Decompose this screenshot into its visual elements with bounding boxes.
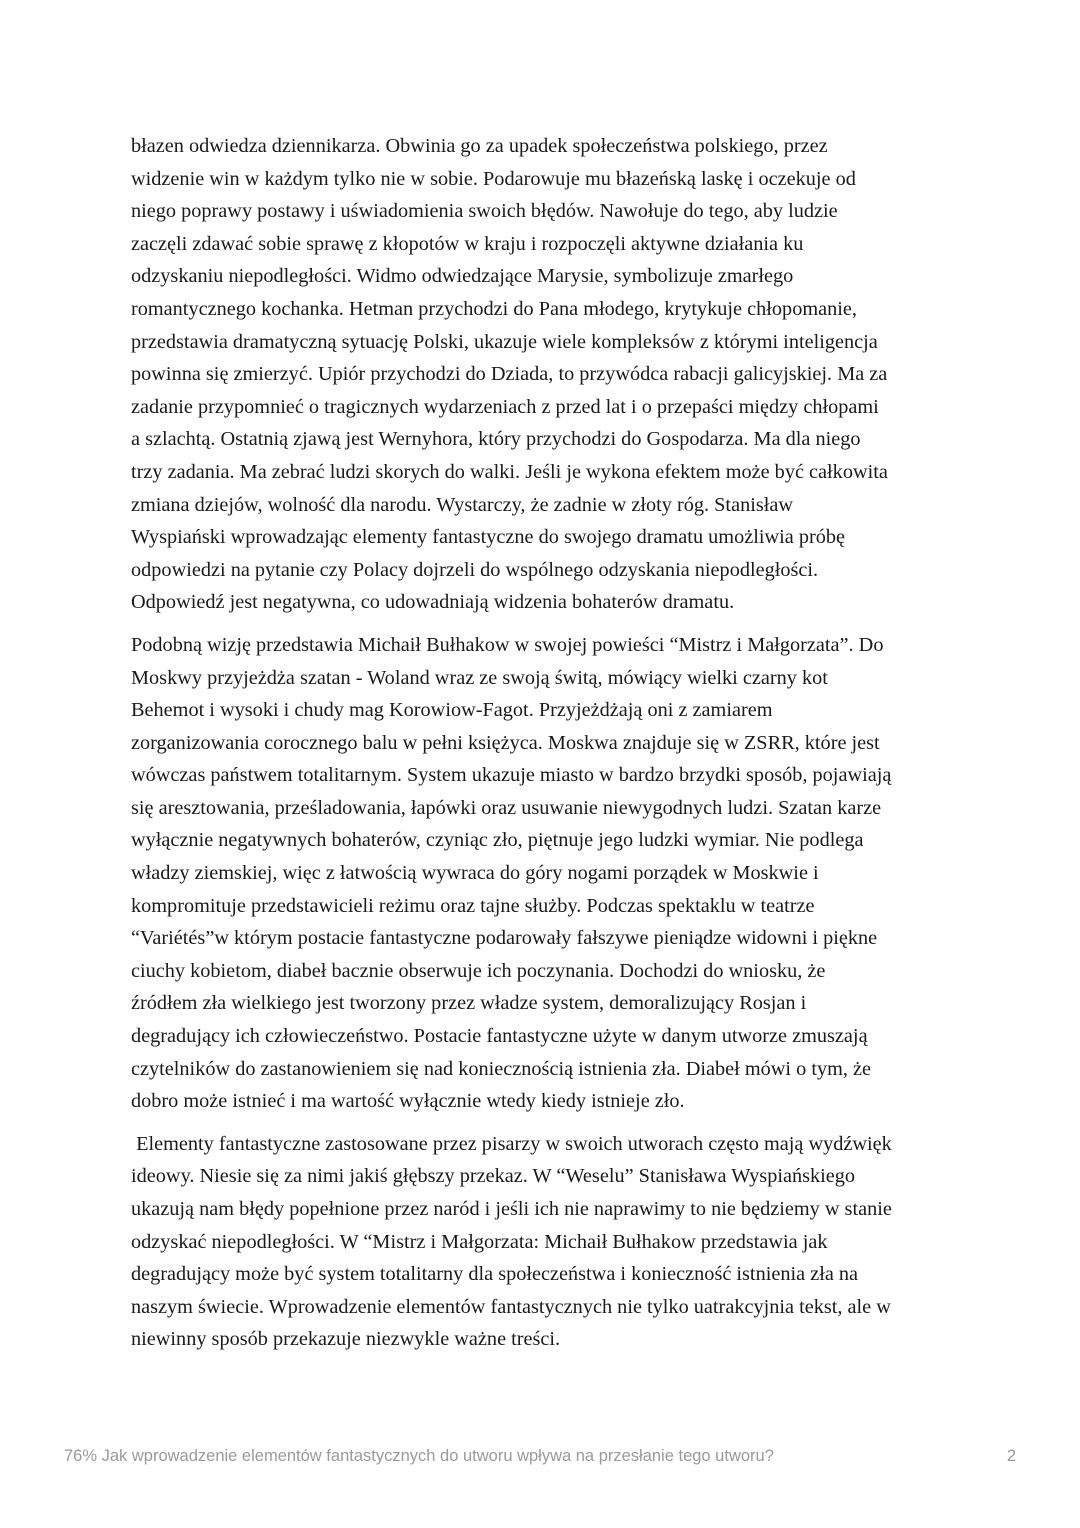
text-line: odzyskaniu niepodległości. Widmo odwiedzające Marysie, symbolizuje zmarłego (131, 265, 794, 288)
paragraph (131, 1128, 953, 1356)
text-line: niewinny sposób przekazuje niezwykle ważne treści. (131, 1328, 561, 1351)
text-line: Moskwy przyjeżdża szatan - Woland wraz ze swoją świtą, mówiący wielki czarny kot (131, 666, 828, 689)
text-line: degradujący ich człowieczeństwo. Postacie fantastyczne użyte w danym utworze zmuszają (131, 1025, 868, 1048)
text-line: niego poprawy postawy i uświadomienia swoich błędów. Nawołuje do tego, aby ludzie (131, 200, 838, 223)
text-line: degradujący może być system totalitarny dla społeczeństwa i konieczność istnienia zła na (131, 1263, 859, 1286)
text-line: zaczęli zdawać sobie sprawę z kłopotów w kraju i rozpoczęli aktywne działania ku (131, 232, 804, 255)
text-line: naszym świecie. Wprowadzenie elementów fantastycznych nie tylko uatrakcyjnia tekst, ale w (131, 1295, 891, 1318)
text-line: błazen odwiedza dziennikarza. Obwinia go za upadek społeczeństwa polskiego, przez (131, 135, 828, 157)
page-number: 2 (1006, 1447, 1016, 1465)
text-line: odpowiedzi na pytanie czy Polacy dojrzeli do wspólnego odzyskania niepodległości. (131, 558, 819, 581)
text-line: zorganizowania corocznego balu w pełni księżyca. Moskwa znajduje się w ZSRR, które jest (131, 731, 880, 754)
text-line: źródłem zła wielkiego jest tworzony przez władze system, demoralizujący Rosjan i (131, 992, 807, 1015)
text-line: władzy ziemskiej, więc z łatwością wywraca do góry nogami porządek w Moskwie i (131, 862, 819, 885)
text-line: powinna się zmierzyć. Upiór przychodzi do Dziada, to przywódca rabacji galicyjskiej. Ma za (131, 363, 888, 386)
footer-title: 76% Jak wprowadzenie elementów fantastycznych do utworu wpływa na przesłanie tego utworu? (64, 1447, 774, 1465)
text-line: kompromituje przedstawicieli reżimu oraz tajne służby. Podczas spektaklu w teatrze (131, 894, 815, 917)
text-line: ciuchy kobietom, diabeł bacznie obserwuje ich poczynania. Dochodzi do wniosku, że (131, 959, 826, 982)
document-body (131, 130, 953, 1366)
text-line: odzyskać niepodległości. W “Mistrz i Małgorzata: Michaił Bułhakow przedstawia jak (131, 1230, 828, 1253)
text-line: zmiana dziejów, wolność dla narodu. Wystarczy, że zadnie w złoty róg. Stanisław (131, 493, 794, 516)
paragraph (131, 629, 953, 1118)
text-line: wyłącznie negatywnych bohaterów, czyniąc zło, piętnuje jego ludzki wymiar. Nie podlega (131, 829, 864, 852)
text-line: ukazują nam błędy popełnione przez naród i jeśli ich nie naprawimy to nie będziemy w stanie (131, 1198, 892, 1220)
text-line: Wyspiański wprowadzając elementy fantastyczne do swojego dramatu umożliwia próbę (131, 526, 846, 549)
text-line: “Variétés”w którym postacie fantastyczne podarowały fałszywe pieniądze widowni i piękne (131, 927, 878, 950)
text-line: a szlachtą. Ostatnią zjawą jest Wernyhora, który przychodzi do Gospodarza. Ma dla niego (131, 428, 861, 451)
text-line: przedstawia dramatyczną sytuację Polski, ukazuje wiele kompleksów z którymi inteligencja (131, 330, 878, 353)
text-line: czytelników do zastanowieniem się nad koniecznością istnienia zła. Diabeł mówi o tym, że (131, 1057, 872, 1080)
text-line: Elementy fantastyczne zastosowane przez pisarzy w swoich utworach często mają wydźwięk (131, 1132, 892, 1155)
text-line: Podobną wizję przedstawia Michaił Bułhakow w swojej powieści “Mistrz i Małgorzata”. Do (131, 633, 884, 656)
text-line: się aresztowania, prześladowania, łapówki oraz usuwanie niewygodnych ludzi. Szatan karze (131, 796, 882, 819)
text-line: widzenie win w każdym tylko nie w sobie. Podarowuje mu błazeńską laskę i oczekuje od (131, 167, 856, 190)
text-line: zadanie przypomnieć o tragicznych wydarzeniach z przed lat i o przepaści między chłopami (131, 395, 879, 418)
page-footer (64, 1447, 1016, 1471)
text-line: romantycznego kochanka. Hetman przychodzi do Pana młodego, krytykuje chłopomanie, (131, 297, 857, 320)
text-line: Odpowiedź jest negatywna, co udowadniają widzenia bohaterów dramatu. (131, 591, 735, 614)
paragraph (131, 130, 953, 619)
text-line: ideowy. Niesie się za nimi jakiś głębszy przekaz. W “Weselu” Stanisława Wyspiańskiego (131, 1165, 856, 1188)
text-line: Behemot i wysoki i chudy mag Korowiow-Fagot. Przyjeżdżają oni z zamiarem (131, 699, 773, 722)
text-line: wówczas państwem totalitarnym. System ukazuje miasto w bardzo brzydki sposób, pojawiają (131, 764, 892, 787)
text-line: dobro może istnieć i ma wartość wyłącznie wtedy kiedy istnieje zło. (131, 1090, 685, 1113)
text-line: trzy zadania. Ma zebrać ludzi skorych do walki. Jeśli je wykona efektem może być całkowita (131, 460, 888, 483)
